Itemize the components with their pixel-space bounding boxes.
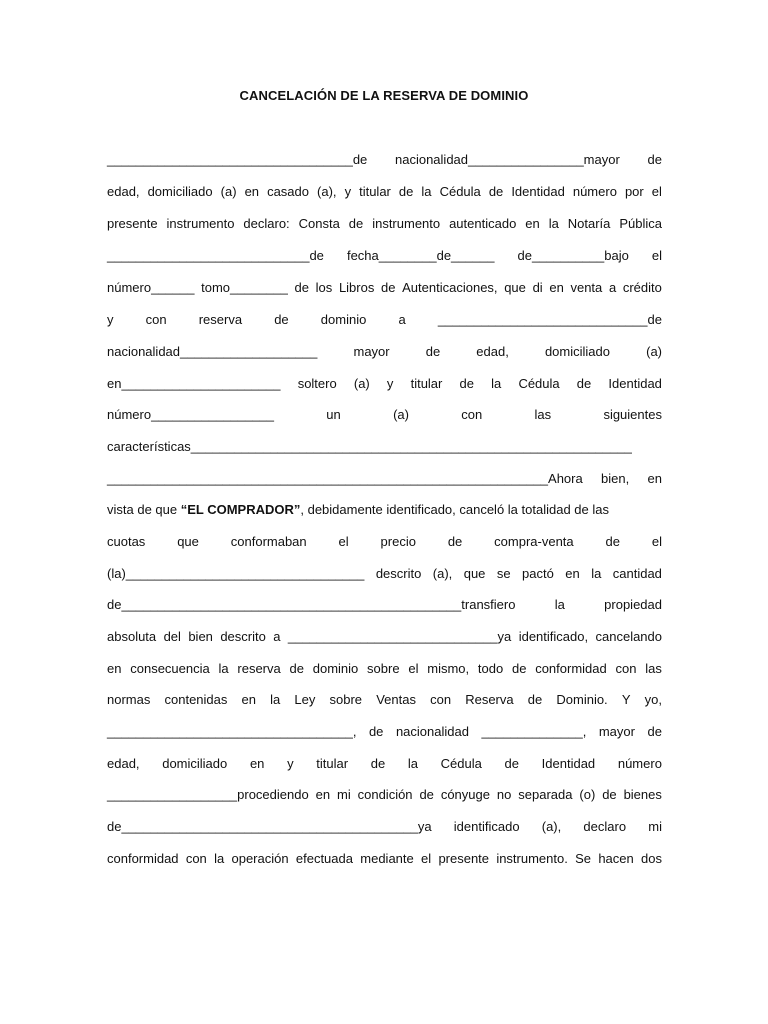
word: un — [326, 407, 341, 422]
word: a — [273, 629, 281, 644]
word: en — [565, 566, 580, 581]
text-line — [107, 502, 662, 518]
word: __________________________________, — [107, 724, 357, 739]
word: la — [548, 216, 559, 231]
text-line — [107, 439, 662, 455]
word: que — [463, 566, 486, 581]
word: domiciliado — [147, 184, 213, 199]
word: con — [615, 661, 637, 676]
word: en — [241, 692, 256, 707]
word: a — [398, 312, 406, 327]
word: de — [647, 152, 662, 167]
word: reserva — [237, 661, 281, 676]
word: dominio — [320, 312, 367, 327]
word: de_________________________________________ya — [107, 819, 432, 834]
word: _____________________________ya — [287, 629, 512, 644]
word: efectuada — [295, 851, 353, 866]
word: descrito — [375, 566, 422, 581]
word: domiciliado — [162, 756, 228, 771]
word: cuotas — [107, 534, 146, 549]
word: en — [525, 216, 540, 231]
word: de — [294, 280, 309, 295]
word: de — [602, 787, 617, 802]
word: identificado — [453, 819, 520, 834]
word: de_______________________________________________transfiero — [107, 597, 516, 612]
word: (a), — [317, 184, 337, 199]
text-line — [107, 851, 662, 867]
word: número______ — [107, 280, 195, 295]
word: crédito — [622, 280, 662, 295]
word: la — [491, 376, 502, 391]
text-line — [107, 280, 662, 296]
word: en — [107, 661, 122, 676]
word: Libros — [338, 280, 375, 295]
word: (a) — [393, 407, 409, 422]
word: las — [534, 407, 552, 422]
word: precio — [380, 534, 416, 549]
word: mi — [648, 819, 662, 834]
word: Pública — [619, 216, 662, 231]
word: ____________________________de — [107, 248, 324, 263]
word: di — [532, 280, 543, 295]
word: el — [651, 534, 662, 549]
word: (a), — [432, 566, 453, 581]
word: titular — [359, 184, 391, 199]
word: Reserva — [465, 692, 514, 707]
word: dominio — [312, 661, 359, 676]
text-line — [107, 216, 662, 232]
word: la — [421, 184, 432, 199]
word: bien — [188, 629, 213, 644]
word: descrito — [220, 629, 266, 644]
word: mismo, — [427, 661, 470, 676]
word: separada — [518, 787, 573, 802]
buyer-term: “EL COMPRADOR” — [180, 502, 301, 517]
word: __________________procediendo — [107, 787, 309, 802]
word: titular — [410, 376, 443, 391]
word: con — [430, 692, 452, 707]
text-run: , debidamente identificado, canceló la totalidad de las — [300, 502, 609, 517]
word: de — [511, 661, 527, 676]
word: declaro: — [243, 216, 290, 231]
word: en — [249, 756, 265, 771]
word: de__________bajo — [517, 248, 629, 263]
document-title: CANCELACIÓN DE LA RESERVA DE DOMINIO — [239, 88, 529, 103]
word: Cédula — [518, 376, 560, 391]
word: de — [274, 312, 289, 327]
word: la — [218, 661, 229, 676]
word: el — [338, 534, 349, 549]
word: cantidad — [612, 566, 662, 581]
word: de — [368, 724, 384, 739]
word: el — [651, 184, 662, 199]
word: ______________, — [481, 724, 587, 739]
text-line — [107, 566, 662, 582]
word: soltero — [297, 376, 337, 391]
word: de — [504, 756, 519, 771]
word: por — [624, 184, 644, 199]
word: fecha________de______ — [346, 248, 495, 263]
word: cancelando — [595, 629, 662, 644]
word: en — [549, 280, 564, 295]
word: absoluta — [107, 629, 157, 644]
word: de — [289, 661, 304, 676]
word: de — [605, 534, 620, 549]
word: _____________________________de — [437, 312, 662, 327]
word: Dominio. — [556, 692, 608, 707]
word: Y — [621, 692, 631, 707]
word: las — [645, 661, 662, 676]
word: el — [651, 248, 662, 263]
word: de — [370, 756, 386, 771]
word: autenticado — [449, 216, 517, 231]
word: (o) — [579, 787, 596, 802]
word: de — [348, 216, 364, 231]
text-line — [107, 629, 662, 645]
word: (a), — [541, 819, 562, 834]
word: los — [315, 280, 333, 295]
word: Cédula — [439, 184, 481, 199]
word: (a) — [220, 184, 237, 199]
word: Ventas — [376, 692, 416, 707]
word: instrumento — [166, 216, 235, 231]
word: la — [270, 692, 281, 707]
word: casado — [267, 184, 309, 199]
word: domiciliado — [544, 344, 610, 359]
text-line — [107, 312, 662, 328]
word: el — [408, 661, 419, 676]
word: titular — [316, 756, 349, 771]
word: Consta — [298, 216, 340, 231]
word: en______________________ — [107, 376, 281, 391]
word: mayor — [598, 724, 635, 739]
word: compra-venta — [494, 534, 574, 549]
text-line — [107, 597, 662, 613]
word: nacionalidad — [395, 724, 469, 739]
word: de — [647, 724, 662, 739]
word: de — [576, 376, 592, 391]
word: en — [244, 184, 260, 199]
word: Identidad — [541, 756, 596, 771]
text-line — [107, 724, 662, 740]
text-line — [107, 756, 662, 772]
word: número — [617, 756, 662, 771]
word: con — [145, 312, 167, 327]
word: de — [425, 344, 441, 359]
word: sobre — [367, 661, 400, 676]
text-run: vista de que — [107, 502, 181, 517]
word: bienes — [623, 787, 662, 802]
text-line — [107, 152, 662, 168]
text-line — [107, 534, 662, 550]
text-line — [107, 692, 662, 708]
word: de — [447, 534, 463, 549]
word: consecuencia — [130, 661, 210, 676]
word: bien, — [601, 471, 630, 486]
word: operación — [231, 851, 289, 866]
word: todo — [477, 661, 504, 676]
word: _____________________________________________________________Ahora — [107, 471, 583, 486]
word: la — [554, 597, 565, 612]
text-line — [107, 344, 662, 360]
text-line — [107, 248, 662, 264]
word: (a) — [353, 376, 370, 391]
word: conformaban — [230, 534, 307, 549]
word: instrumento. — [496, 851, 568, 866]
word: Identidad — [608, 376, 662, 391]
word: y — [287, 756, 294, 771]
word: (a) — [646, 344, 662, 359]
word: Ley — [294, 692, 316, 707]
word: de — [459, 376, 474, 391]
word: la — [214, 851, 225, 866]
word: de — [398, 184, 414, 199]
word: número_________________ — [107, 407, 274, 422]
word: edad, — [107, 184, 140, 199]
word: del — [163, 629, 181, 644]
word: se — [496, 566, 511, 581]
word: identificado, — [518, 629, 589, 644]
word: reserva — [198, 312, 243, 327]
text-line — [107, 407, 662, 423]
word: características_____________________________________________________________ — [107, 439, 632, 454]
word: el — [421, 851, 432, 866]
text-line — [107, 376, 662, 392]
text-line — [107, 184, 662, 200]
word: dos — [641, 851, 662, 866]
word: Autenticaciones, — [402, 280, 498, 295]
word: y — [344, 184, 352, 199]
word: Cédula — [440, 756, 482, 771]
word: la — [591, 566, 602, 581]
word: cónyuge — [440, 787, 490, 802]
word: edad, — [476, 344, 509, 359]
word: y — [386, 376, 394, 391]
word: venta — [570, 280, 603, 295]
word: nacionalidad________________mayor — [395, 152, 620, 167]
word: Identidad — [511, 184, 565, 199]
word: de — [488, 184, 504, 199]
word: propiedad — [604, 597, 662, 612]
text-line — [107, 819, 662, 835]
word: yo, — [644, 692, 662, 707]
word: la — [407, 756, 418, 771]
word: normas — [107, 692, 151, 707]
word: en — [647, 471, 662, 486]
word: Notaría — [567, 216, 611, 231]
text-line — [107, 471, 662, 487]
word: mayor — [353, 344, 390, 359]
word: a — [608, 280, 617, 295]
word: que — [504, 280, 526, 295]
word: de — [419, 787, 434, 802]
word: Se — [575, 851, 592, 866]
word: (la)_________________________________ — [107, 566, 365, 581]
word: de — [527, 692, 543, 707]
word: instrumento — [372, 216, 441, 231]
word: mediante — [360, 851, 414, 866]
word: contenidas — [164, 692, 228, 707]
text-line — [107, 661, 662, 677]
word: no — [496, 787, 512, 802]
word: sobre — [329, 692, 363, 707]
word: en — [315, 787, 331, 802]
word: conformidad — [107, 851, 179, 866]
word: que — [177, 534, 199, 549]
word: __________________________________de — [107, 152, 368, 167]
word: presente — [107, 216, 158, 231]
word: pactó — [522, 566, 554, 581]
word: hacen — [598, 851, 634, 866]
word: presente — [438, 851, 490, 866]
word: con — [185, 851, 207, 866]
word: mi — [336, 787, 351, 802]
word: número — [572, 184, 617, 199]
word: de — [381, 280, 396, 295]
word: edad, — [107, 756, 140, 771]
word: y — [107, 312, 114, 327]
word: con — [461, 407, 483, 422]
text-line — [107, 787, 662, 803]
word: siguientes — [603, 407, 662, 422]
word: declaro — [583, 819, 627, 834]
word: condición — [357, 787, 413, 802]
word: conformidad — [535, 661, 607, 676]
word: nacionalidad___________________ — [107, 344, 318, 359]
word: tomo________ — [201, 280, 288, 295]
